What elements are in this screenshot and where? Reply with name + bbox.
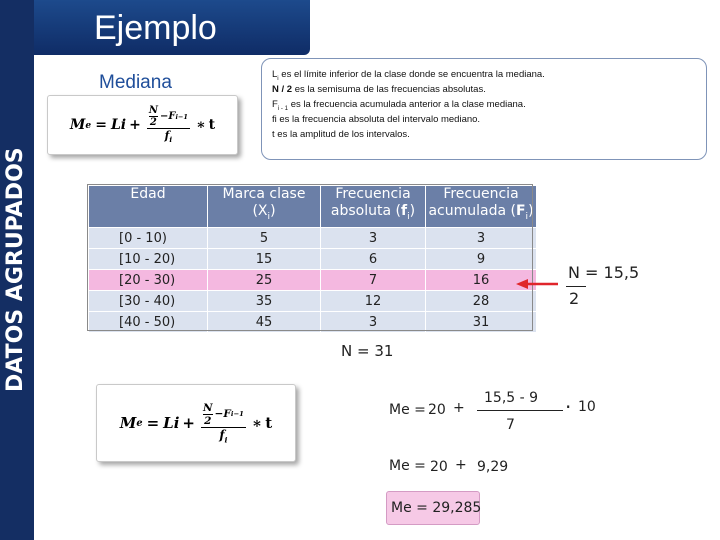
cell-marca: 25 xyxy=(208,270,321,291)
median-result: Me = 29,285 xyxy=(391,500,482,516)
formula-n-over-2 xyxy=(149,105,158,128)
subtitle-mediana: Mediana xyxy=(99,72,172,93)
def-symbol: t xyxy=(272,129,275,140)
formula-lhs: M xyxy=(119,414,137,432)
formula-n-over-2 xyxy=(203,402,213,427)
calc-multiply-dot: · xyxy=(565,395,572,419)
cell-facum: 16 xyxy=(426,270,537,291)
formula-fraction xyxy=(201,402,246,444)
formula-fraction xyxy=(147,105,190,144)
cell-facum: 31 xyxy=(426,312,537,333)
result-box xyxy=(386,491,480,525)
cell-fabs: 3 xyxy=(321,312,426,333)
def-symbol: fi xyxy=(272,114,277,125)
definition-n2 xyxy=(272,84,486,95)
header-fabs xyxy=(321,186,426,228)
calc-me-label-2: Me = xyxy=(389,458,426,474)
def-text: es la frecuencia acumulada anterior a la clase mediana. xyxy=(288,99,526,110)
formula-n: N xyxy=(202,401,213,414)
formula-minus: − xyxy=(214,408,224,421)
def-text: es la amplitud de los intervalos. xyxy=(274,129,410,140)
header-fabs-text2: absoluta ( xyxy=(330,203,401,219)
cell-fabs: 3 xyxy=(321,228,426,249)
def-sub: i xyxy=(277,74,279,82)
def-symbol: N / 2 xyxy=(272,84,293,95)
formula-fi: f xyxy=(219,427,225,442)
formula-f-sub: i−1 xyxy=(230,410,244,419)
definition-li xyxy=(272,69,545,82)
def-symbol: L xyxy=(272,69,278,80)
cell-facum: 9 xyxy=(426,249,537,270)
cell-fabs: 6 xyxy=(321,249,426,270)
median-formula-top xyxy=(48,96,237,154)
cell-facum: 3 xyxy=(426,228,537,249)
title-banner xyxy=(34,0,310,55)
cell-edad: [20 - 30) xyxy=(89,270,208,291)
formula-eq: = xyxy=(146,414,160,432)
formula-fi: f xyxy=(164,129,170,143)
header-marca-sym: (X xyxy=(252,203,268,219)
total-n: N = 31 xyxy=(341,342,394,360)
definition-fi1 xyxy=(272,99,526,112)
formula-lhs-sub: e xyxy=(85,119,92,131)
formula-denominator xyxy=(163,129,174,144)
header-marca-close: ) xyxy=(270,203,276,219)
header-fabs-text: Frecuencia xyxy=(335,186,411,202)
cell-marca: 45 xyxy=(208,312,321,333)
half-n-denominator: 2 xyxy=(569,289,580,308)
header-marca-text: Marca clase xyxy=(222,186,306,202)
header-edad xyxy=(89,186,208,228)
formula-fi-sub: i xyxy=(224,435,228,445)
table-row xyxy=(89,312,537,333)
formula-numerator xyxy=(147,105,190,129)
calc-term-value: 9,29 xyxy=(477,459,509,475)
formula-denominator xyxy=(217,428,229,444)
def-text: es la semisuma de las frecuencias absolutas. xyxy=(292,84,486,95)
header-facum-text: Frecuencia xyxy=(443,186,519,202)
def-text: es el límite inferior de la clase donde se encuentra la mediana. xyxy=(278,69,545,80)
formula-plus: + xyxy=(129,117,141,133)
formula-two: 2 xyxy=(204,414,212,427)
header-facum-text2: acumulada ( xyxy=(428,203,516,219)
formula-fi-sub: i xyxy=(169,135,173,145)
header-facum-close: ) xyxy=(528,203,534,219)
formula-eq: = xyxy=(95,117,107,133)
formula-box-top xyxy=(47,95,238,155)
calc-plus: + xyxy=(453,400,465,416)
formula-box-bottom xyxy=(96,384,296,462)
formula-n: N xyxy=(148,105,158,117)
formula-two: 2 xyxy=(149,117,157,129)
cell-edad: [10 - 20) xyxy=(89,249,208,270)
formula-li: Li xyxy=(110,117,127,133)
formula-f: F xyxy=(168,111,176,123)
calc-denominator: 7 xyxy=(506,417,515,433)
header-facum-sym: F xyxy=(515,203,526,219)
header-marca xyxy=(208,186,321,228)
table-header-row xyxy=(89,186,537,228)
formula-f-sub: i−1 xyxy=(175,112,188,121)
formula-li: Li xyxy=(163,414,180,432)
table-row-median xyxy=(89,270,537,291)
formula-lhs-sub: e xyxy=(136,417,143,429)
header-fabs-close: ) xyxy=(409,203,416,219)
def-sub: i - 1 xyxy=(277,104,289,112)
cell-marca: 15 xyxy=(208,249,321,270)
calc-li-value: 20 xyxy=(428,402,446,418)
def-symbol: F xyxy=(272,99,278,110)
calc-amplitude: 10 xyxy=(578,399,596,415)
formula-plus: + xyxy=(182,414,195,432)
formula-times: ∗ xyxy=(251,414,263,432)
arrow-left-icon xyxy=(516,279,558,289)
formula-numerator xyxy=(201,402,246,428)
side-label-text: DATOS AGRUPADOS xyxy=(3,147,28,392)
definitions-box xyxy=(261,58,707,160)
table-row xyxy=(89,228,537,249)
slide-title: Ejemplo xyxy=(94,9,217,47)
cell-edad: [30 - 40) xyxy=(89,291,208,312)
median-formula-bottom xyxy=(97,385,295,461)
cell-edad: [0 - 10) xyxy=(89,228,208,249)
formula-t: t xyxy=(265,414,273,432)
half-n-bar xyxy=(566,286,586,287)
header-facum-sub: i xyxy=(525,211,529,222)
calc-fraction-bar xyxy=(477,410,563,411)
header-marca-sub: i xyxy=(267,211,271,222)
frequency-table xyxy=(88,185,537,333)
table-row xyxy=(89,291,537,312)
calc-plus-2: + xyxy=(455,457,467,473)
definition-fi xyxy=(272,114,480,125)
header-fabs-sym: f xyxy=(400,203,408,219)
cell-marca: 5 xyxy=(208,228,321,249)
half-n-numerator: N = 15,5 xyxy=(568,263,640,282)
formula-lhs: M xyxy=(69,117,86,133)
def-text: es la frecuencia absoluta del intervalo mediano. xyxy=(276,114,481,125)
cell-edad: [40 - 50) xyxy=(89,312,208,333)
table-row xyxy=(89,249,537,270)
calc-numerator: 15,5 - 9 xyxy=(484,390,539,406)
header-fabs-sub: i xyxy=(407,211,410,222)
cell-fabs: 7 xyxy=(321,270,426,291)
definition-t xyxy=(272,129,410,140)
calc-li-value-2: 20 xyxy=(430,459,448,475)
formula-f: F xyxy=(223,408,231,421)
cell-fabs: 12 xyxy=(321,291,426,312)
formula-minus: − xyxy=(159,111,169,123)
cell-marca: 35 xyxy=(208,291,321,312)
formula-t: t xyxy=(208,117,216,133)
header-edad-text: Edad xyxy=(130,186,166,202)
calc-me-label: Me = xyxy=(389,402,426,418)
formula-times: ∗ xyxy=(195,117,206,133)
header-facum xyxy=(426,186,537,228)
cell-facum: 28 xyxy=(426,291,537,312)
